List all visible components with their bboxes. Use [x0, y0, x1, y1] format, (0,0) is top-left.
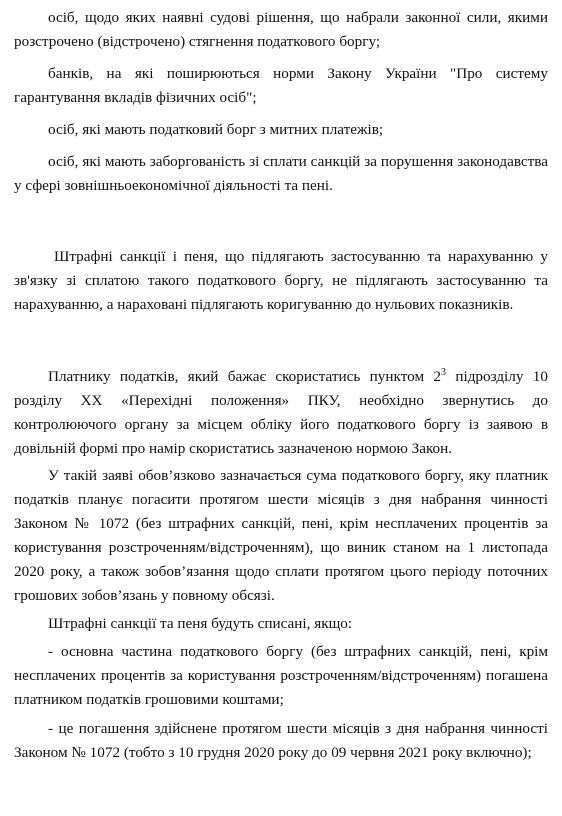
paragraph-write-off-conditions: Штрафні санкції та пеня будуть списані, якщо: — [48, 615, 353, 632]
paragraph-application-content: У такій заяві обов’язково зазначається сума податкового боргу, яку платник податків планує погасити протягом шести місяців з дня набрання чинності Законом № 1072 (без штрафних санкцій, пені, крім несплачених процентів за користування розстроченням/відстроченням), що виник станом на 1 листопада 2020 року, а також зобов’язання щодо сплати протягом цього періоду поточних грошових зобов’язань у повному обсязі. — [14, 467, 548, 604]
clause-number: 2 — [433, 368, 441, 385]
paragraph-application — [14, 365, 548, 461]
paragraph-court-decisions: осіб, щодо яких наявні судові рішення, що набрали законної сили, якими розстрочено (відстрочено) стягнення податкового боргу; — [14, 9, 548, 50]
application-text-end: підрозділу 10 розділу XX «Перехідні положення» ПКУ, необхідно звернутись до контролюючого органу за місцем обліку його податкового боргу із заявою в довільній формі про намір скористатись зазначеною нормою Закон. — [14, 368, 548, 457]
paragraph-penalties-reset: Штрафні санкції і пеня, що підлягають застосуванню та нарахуванню у зв'язку зі сплатою такого податкового боргу, не підлягають застосуванню та нарахуванню, а нараховані підлягають коригуванню до нульових показників. — [14, 248, 548, 313]
paragraph-condition-principal-paid: - основна частина податкового боргу (без штрафних санкцій, пені, крім несплачених процентів за користування розстроченням/відстроченням) погашена платником податків грошовими коштами; — [14, 643, 548, 708]
application-text-start: Платнику податків, який бажає скористатись пунктом — [48, 368, 434, 385]
paragraph-customs-debt: осіб, які мають податковий борг з митних платежів; — [48, 121, 384, 138]
clause-superscript: 3 — [441, 366, 446, 378]
paragraph-banks: банків, на які поширюються норми Закону України "Про систему гарантування вкладів фізичних осіб"; — [14, 65, 548, 106]
paragraph-foreign-trade-sanctions: осіб, які мають заборгованість зі сплати санкцій за порушення законодавства у сфері зовнішньоекономічної діяльності та пені. — [14, 153, 548, 194]
paragraph-condition-timeframe: - це погашення здійснене протягом шести місяців з дня набрання чинності Законом № 1072 (тобто з 10 грудня 2020 року до 09 червня 2021 року включно); — [14, 720, 548, 761]
